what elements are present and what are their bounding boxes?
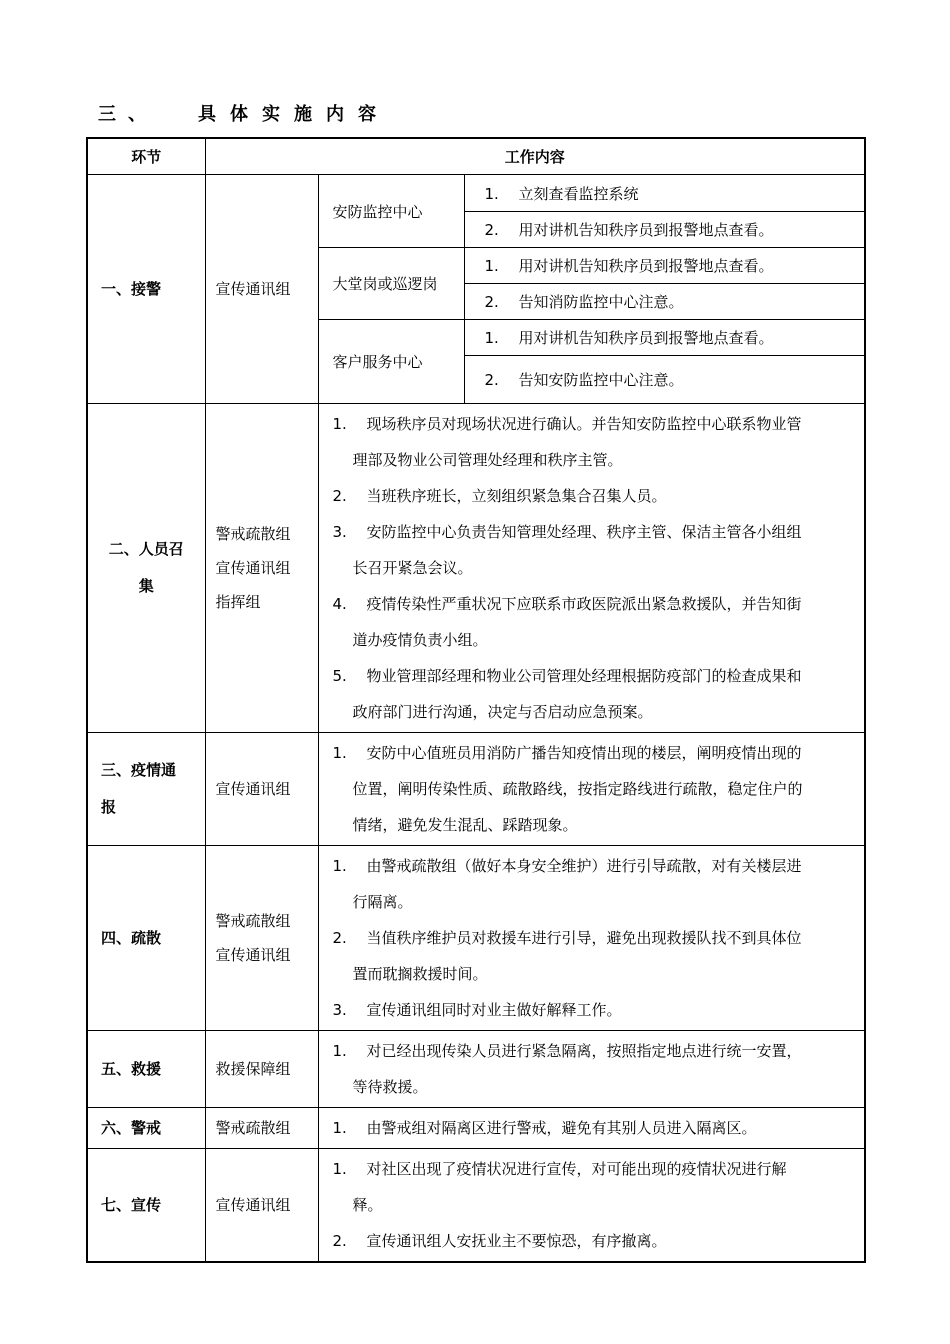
item-number: 1. <box>332 744 347 762</box>
list-item <box>464 248 865 284</box>
stage-line: 集 <box>138 577 154 595</box>
table-row <box>87 175 865 212</box>
content-cell <box>318 733 865 846</box>
list-item <box>464 212 865 248</box>
list-item <box>464 175 865 212</box>
list-item <box>333 514 859 550</box>
item-text: 疫情传染性严重状况下应联系市政医院派出紧急救援队，并告知街 <box>366 595 802 613</box>
item-text: 宣传通讯组同时对业主做好解释工作。 <box>366 1001 622 1019</box>
item-text: 对社区出现了疫情状况进行宣传，对可能出现的疫情状况进行解 <box>366 1160 787 1178</box>
content-cell <box>318 404 865 733</box>
list-item <box>333 1110 859 1146</box>
group-cell: 宣传通讯组 <box>205 1149 318 1263</box>
item-continuation: 长召开紧急会议。 <box>352 559 473 577</box>
item-text: 宣传通讯组人安抚业主不要惊恐，有序撤离。 <box>366 1232 667 1250</box>
stage-cell <box>87 404 205 733</box>
item-text: 用对讲机告知秩序员到报警地点查看。 <box>518 257 774 275</box>
list-item <box>333 1223 859 1259</box>
item-number: 1. <box>484 257 499 275</box>
header-content: 工作内容 <box>205 138 865 175</box>
item-number: 1. <box>332 1042 347 1060</box>
item-text: 物业管理部经理和物业公司管理处经理根据防疫部门的检查成果和 <box>366 667 802 685</box>
group-name: 宣传通讯组 <box>215 559 291 577</box>
item-number: 4. <box>332 595 347 613</box>
sub-unit-cell: 客户服务中心 <box>318 320 464 404</box>
item-text: 由警戒疏散组（做好本身安全维护）进行引导疏散，对有关楼层进 <box>366 857 802 875</box>
item-text: 当班秩序班长，立刻组织紧急集合召集人员。 <box>366 487 667 505</box>
table-header-row <box>87 138 865 175</box>
item-number: 1. <box>332 1119 347 1137</box>
content-cell <box>318 1108 865 1149</box>
list-item <box>333 658 859 694</box>
group-cell: 警戒疏散组 <box>205 1108 318 1149</box>
group-cell: 宣传通讯组 <box>205 733 318 846</box>
list-item <box>333 1151 859 1187</box>
table-row <box>87 1108 865 1149</box>
section-heading <box>98 100 390 126</box>
table-row <box>87 404 865 733</box>
item-number: 3. <box>332 523 347 541</box>
group-cell <box>205 846 318 1031</box>
item-number: 2. <box>484 221 499 239</box>
content-cell <box>318 1149 865 1263</box>
group-name: 警戒疏散组 <box>215 525 291 543</box>
item-continuation: 释。 <box>352 1196 383 1214</box>
stage-cell: 七、宣传 <box>87 1149 205 1263</box>
item-number: 1. <box>332 415 347 433</box>
item-number: 1. <box>484 184 499 203</box>
item-number: 2. <box>332 487 347 505</box>
stage-cell: 六、警戒 <box>87 1108 205 1149</box>
item-text: 告知安防监控中心注意。 <box>518 371 684 389</box>
list-item <box>333 992 859 1028</box>
item-text: 告知消防监控中心注意。 <box>518 293 684 311</box>
item-number: 3. <box>332 1001 347 1019</box>
table-row <box>87 1149 865 1263</box>
header-stage: 环节 <box>87 138 205 175</box>
sub-unit-cell: 大堂岗或巡逻岗 <box>318 248 464 320</box>
item-text: 安防监控中心负责告知管理处经理、秩序主管、保洁主管各小组组 <box>366 523 802 541</box>
group-cell: 宣传通讯组 <box>205 175 318 404</box>
stage-cell: 一、接警 <box>87 175 205 404</box>
group-name: 警戒疏散组 <box>215 912 291 930</box>
item-continuation: 置而耽搁救援时间。 <box>352 965 488 983</box>
item-text: 用对讲机告知秩序员到报警地点查看。 <box>518 221 774 239</box>
list-item <box>464 320 865 356</box>
section-title: 具体实施内容 <box>198 104 390 125</box>
item-continuation: 行隔离。 <box>352 893 413 911</box>
group-name: 宣传通讯组 <box>215 946 291 964</box>
item-text: 立刻查看监控系统 <box>518 184 639 203</box>
item-text: 当值秩序维护员对救援车进行引导，避免出现救援队找不到具体位 <box>366 929 802 947</box>
table-row <box>87 1031 865 1108</box>
list-item <box>333 406 859 442</box>
group-name: 指挥组 <box>215 593 261 611</box>
content-cell <box>318 846 865 1031</box>
item-continuation: 政府部门进行沟通，决定与否启动应急预案。 <box>352 703 653 721</box>
sub-unit-cell: 安防监控中心 <box>318 175 464 248</box>
list-item <box>333 586 859 622</box>
item-number: 5. <box>332 667 347 685</box>
item-number: 2. <box>484 293 499 311</box>
item-number: 1. <box>484 329 499 347</box>
item-text: 安防中心值班员用消防广播告知疫情出现的楼层，阐明疫情出现的 <box>366 744 802 762</box>
list-item <box>333 478 859 514</box>
item-continuation: 理部及物业公司管理处经理和秩序主管。 <box>352 451 623 469</box>
plan-table <box>86 137 866 1263</box>
list-item <box>333 920 859 956</box>
item-text: 现场秩序员对现场状况进行确认。并告知安防监控中心联系物业管 <box>366 415 802 433</box>
item-number: 1. <box>332 1160 347 1178</box>
group-cell: 救援保障组 <box>205 1031 318 1108</box>
stage-line: 三、疫情通 <box>101 761 177 779</box>
item-continuation: 位置，阐明传染性质、疏散路线，按指定路线进行疏散，稳定住户的 <box>352 780 803 798</box>
stage-line: 二、人员召 <box>108 540 184 558</box>
stage-line: 报 <box>101 798 117 816</box>
item-number: 1. <box>332 857 347 875</box>
table-row <box>87 733 865 846</box>
list-item <box>333 848 859 884</box>
group-cell <box>205 404 318 733</box>
item-continuation: 情绪，避免发生混乱、踩踏现象。 <box>352 816 578 834</box>
table-row <box>87 846 865 1031</box>
item-continuation: 等待救援。 <box>352 1078 428 1096</box>
stage-cell: 四、疏散 <box>87 846 205 1031</box>
item-continuation: 道办疫情负责小组。 <box>352 631 488 649</box>
item-text: 由警戒组对隔离区进行警戒，避免有其别人员进入隔离区。 <box>366 1119 757 1137</box>
list-item <box>333 1033 859 1069</box>
item-text: 用对讲机告知秩序员到报警地点查看。 <box>518 329 774 347</box>
item-number: 2. <box>332 1232 347 1250</box>
item-number: 2. <box>332 929 347 947</box>
item-text: 对已经出现传染人员进行紧急隔离，按照指定地点进行统一安置， <box>366 1042 802 1060</box>
list-item <box>464 356 865 404</box>
content-cell <box>318 1031 865 1108</box>
section-number: 三、 <box>98 104 158 125</box>
stage-cell <box>87 733 205 846</box>
item-number: 2. <box>484 371 499 389</box>
list-item <box>333 735 859 771</box>
list-item <box>464 284 865 320</box>
stage-cell: 五、救援 <box>87 1031 205 1108</box>
